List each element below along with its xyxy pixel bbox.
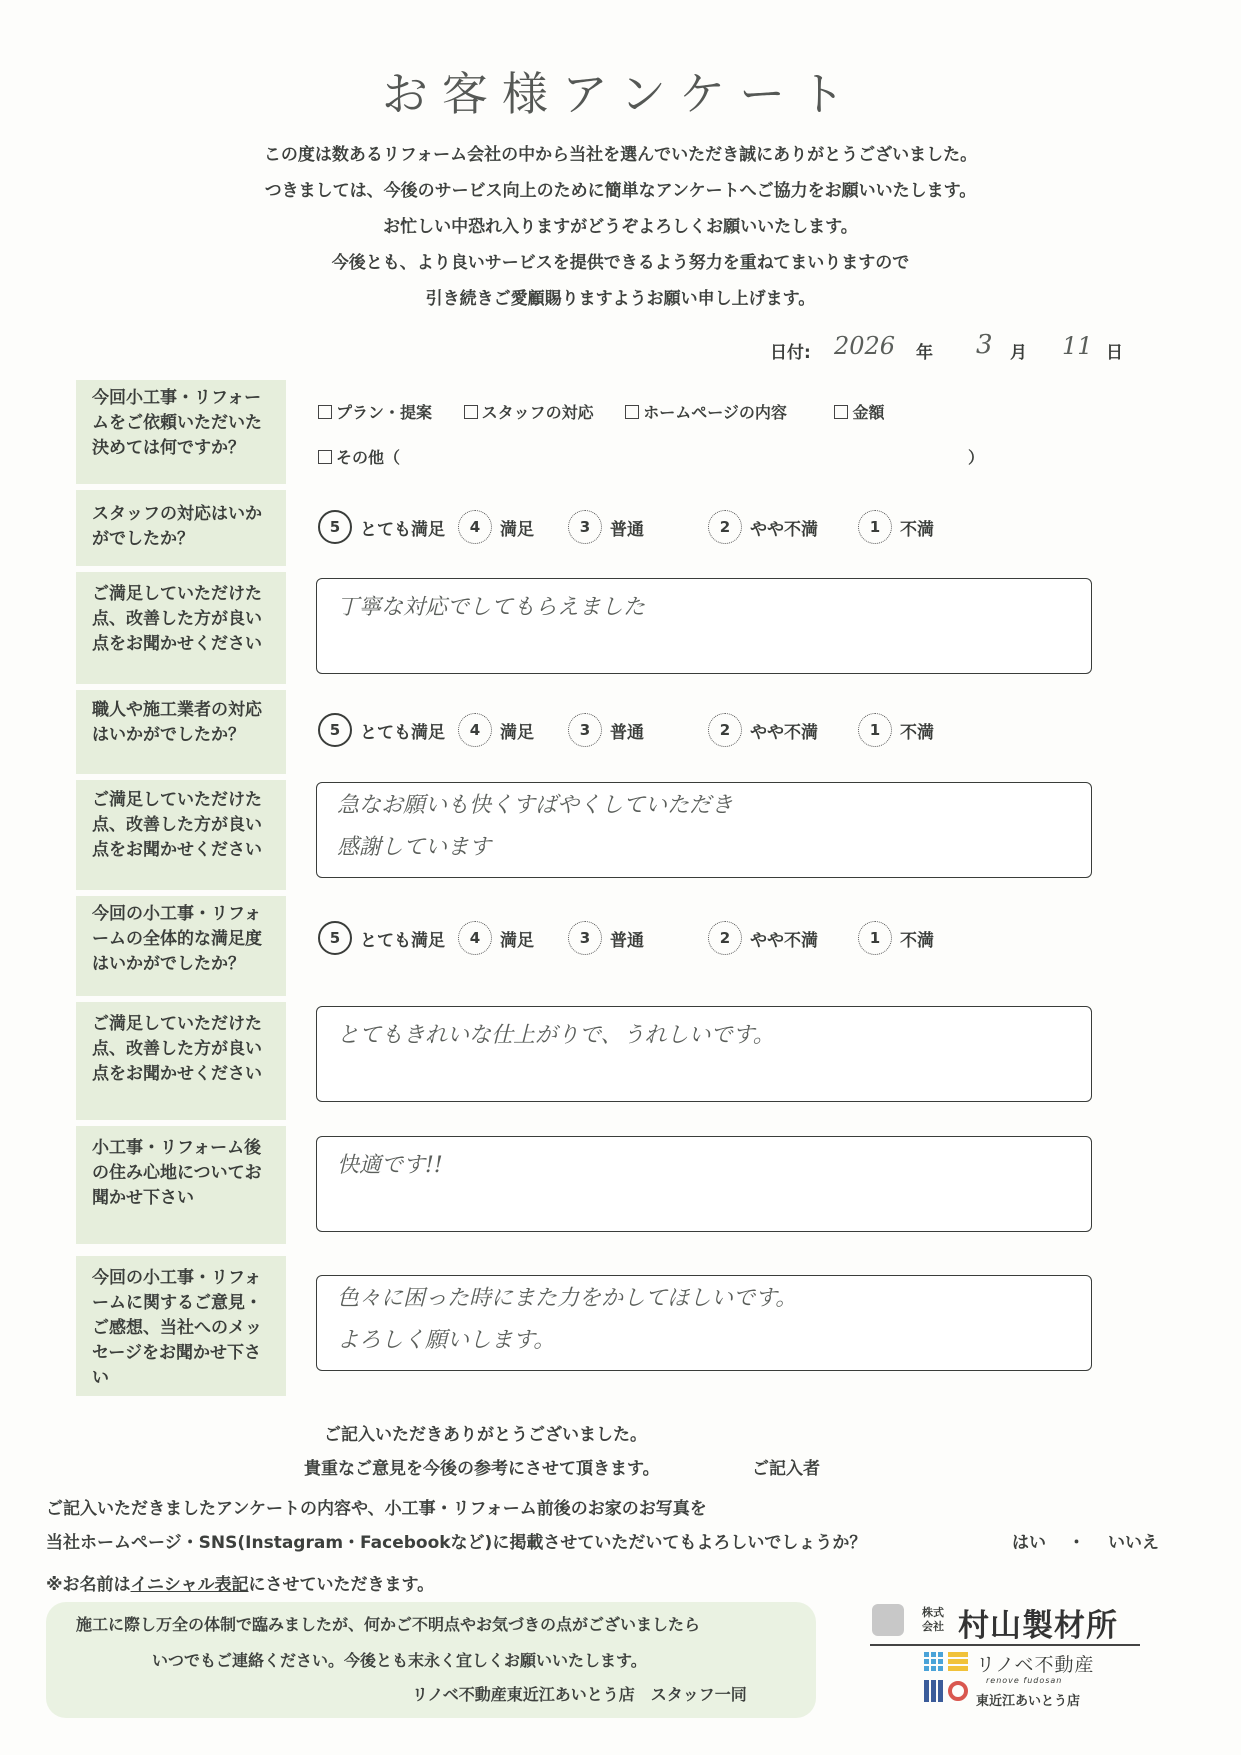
consent-line-2: 当社ホームページ・SNS(Instagram・Facebookなど)に掲載させていただいてもよろしいでしょうか？	[46, 1533, 867, 1553]
circle-icon[interactable]: 2	[708, 510, 742, 544]
branch-name: 東近江あいとう店	[976, 1694, 1081, 1709]
renove-mark-icon	[924, 1652, 970, 1714]
rating-label: やや不満	[750, 519, 818, 540]
rating-q6	[318, 916, 1078, 960]
consent-no[interactable]: いいえ	[1108, 1533, 1159, 1553]
rating-label: 満足	[500, 930, 534, 951]
rating-label: 普通	[610, 722, 644, 743]
question-label-q5: ご満足していただけた点、改善した方が良い点をお聞かせください	[76, 780, 286, 890]
rating-option-4[interactable]	[458, 916, 534, 960]
thanks-text: ご記入いただきありがとうございました。	[324, 1425, 647, 1445]
checkbox-icon[interactable]	[318, 450, 332, 464]
circle-icon[interactable]: 3	[568, 510, 602, 544]
rating-option-2[interactable]	[708, 708, 818, 752]
writer-label: ご記入者	[752, 1459, 820, 1479]
question-label-q2: スタッフの対応はいかがでしたか？	[76, 490, 286, 566]
rating-label: やや不満	[750, 722, 818, 743]
initial-note-underlined: イニシャル表記	[130, 1575, 249, 1595]
consent-line-1: ご記入いただきましたアンケートの内容や、小工事・リフォーム前後のお家のお写真を	[46, 1499, 707, 1519]
company-name: 村山製材所	[958, 1608, 1118, 1644]
selected-circle-icon[interactable]: 5	[318, 713, 352, 747]
option-homepage[interactable]: ホームページの内容	[625, 403, 787, 422]
intro-line-5: 引き続きご愛顧賜りますようお願い申し上げます。	[425, 289, 816, 309]
rating-label: 普通	[610, 519, 644, 540]
answer-q5-line-1: 急なお願いも快くすばやくしていただき	[337, 793, 734, 818]
company-logo	[868, 1598, 1148, 1718]
intro-line-3: お忙しい中恐れ入りますがどうぞよろしくお願いいたします。	[383, 217, 858, 237]
reference-text: 貴重なご意見を今後の参考にさせて頂きます。	[304, 1459, 660, 1479]
rating-label: とても満足	[360, 519, 445, 540]
logo-dot	[924, 1666, 929, 1671]
rating-option-5[interactable]	[318, 916, 445, 960]
date-label: 日付:	[770, 343, 811, 363]
rating-option-5[interactable]	[318, 708, 445, 752]
consent-yes[interactable]: はい	[1012, 1533, 1046, 1553]
question-label-q4: 職人や施工業者の対応はいかがでしたか？	[76, 690, 286, 774]
selected-circle-icon[interactable]: 5	[318, 921, 352, 955]
brand-roman: renove fudosan	[986, 1676, 1063, 1685]
circle-icon[interactable]: 4	[458, 510, 492, 544]
rating-q4	[318, 708, 1078, 752]
rating-label: 不満	[900, 519, 934, 540]
answer-box-q7[interactable]	[316, 1006, 1092, 1102]
logo-pillar	[938, 1680, 943, 1702]
logo-bar	[948, 1659, 968, 1664]
date-month[interactable]: 3	[976, 330, 993, 360]
date-day-unit: 日	[1106, 343, 1123, 363]
consent-separator: ・	[1068, 1533, 1085, 1553]
answer-box-q3[interactable]	[316, 578, 1092, 674]
question-label-q9: 今回の小工事・リフォームに関するご意見・ご感想、当社へのメッセージをお聞かせ下さい	[76, 1256, 286, 1396]
answer-box-q5[interactable]	[316, 782, 1092, 878]
option-plan[interactable]: プラン・提案	[318, 403, 432, 422]
circle-icon[interactable]: 1	[858, 921, 892, 955]
question-label-q3: ご満足していただけた点、改善した方が良い点をお聞かせください	[76, 572, 286, 684]
rating-option-3[interactable]	[568, 708, 644, 752]
checkbox-icon[interactable]	[834, 405, 848, 419]
logo-bar	[948, 1666, 968, 1671]
logo-dot	[931, 1652, 936, 1657]
question-label-q8: 小工事・リフォーム後の住み心地についてお聞かせ下さい	[76, 1126, 286, 1244]
checkbox-icon[interactable]	[318, 405, 332, 419]
circle-icon[interactable]: 1	[858, 713, 892, 747]
rating-option-3[interactable]	[568, 916, 644, 960]
closing-line-2: いつでもご連絡ください。今後とも末永く宜しくお願いいたします。	[152, 1651, 647, 1670]
answer-q7-line-1: とてもきれいな仕上がりで、うれしいです。	[337, 1023, 775, 1048]
logo-divider	[870, 1644, 1140, 1646]
question-label-q7: ご満足していただけた点、改善した方が良い点をお聞かせください	[76, 1002, 286, 1120]
date-year-unit: 年	[916, 343, 933, 363]
q1-options-row-2	[318, 445, 985, 468]
rating-option-1[interactable]	[858, 708, 934, 752]
rating-option-2[interactable]	[708, 916, 818, 960]
question-label-q6: 今回の小工事・リフォームの全体的な満足度はいかがでしたか？	[76, 896, 286, 996]
other-close-paren: ）	[968, 448, 985, 467]
page-title: お客様アンケート	[381, 67, 860, 121]
brand-name: リノベ不動産	[976, 1654, 1095, 1676]
circle-icon[interactable]: 3	[568, 713, 602, 747]
logo-dot	[924, 1652, 929, 1657]
date-row	[770, 330, 1130, 368]
rating-label: とても満足	[360, 930, 445, 951]
logo-pillar	[924, 1680, 929, 1702]
checkbox-icon[interactable]	[625, 405, 639, 419]
company-type: 株式会社	[922, 1606, 944, 1633]
initial-note: ※お名前はイニシャル表記にさせていただきます。	[46, 1575, 435, 1595]
rating-option-1[interactable]	[858, 916, 934, 960]
rating-label: 不満	[900, 930, 934, 951]
date-day[interactable]: 11	[1062, 332, 1093, 360]
answer-q9-line-1: 色々に困った時にまた力をかしてほしいです。	[337, 1286, 798, 1311]
logo-ring	[950, 1683, 966, 1699]
circle-icon[interactable]: 4	[458, 921, 492, 955]
rating-label: 満足	[500, 519, 534, 540]
circle-icon[interactable]: 2	[708, 921, 742, 955]
circle-icon[interactable]: 2	[708, 713, 742, 747]
rating-label: 不満	[900, 722, 934, 743]
option-staff[interactable]: スタッフの対応	[464, 403, 594, 422]
rating-option-1[interactable]	[858, 505, 934, 549]
answer-q9-line-2: よろしく願いします。	[337, 1328, 556, 1353]
rating-option-4[interactable]	[458, 708, 534, 752]
date-year[interactable]: 2026	[834, 332, 896, 360]
rating-label: 普通	[610, 930, 644, 951]
rating-option-5[interactable]	[318, 505, 445, 549]
answer-box-q8[interactable]	[316, 1136, 1092, 1232]
logo-dot	[938, 1659, 943, 1664]
company-emblem-icon	[872, 1604, 904, 1636]
logo-dot	[924, 1659, 929, 1664]
date-month-unit: 月	[1010, 343, 1027, 363]
circle-icon[interactable]: 1	[858, 510, 892, 544]
logo-dot	[938, 1652, 943, 1657]
circle-icon[interactable]: 3	[568, 921, 602, 955]
question-label-q1: 今回小工事・リフォームをご依頼いただいた決めては何ですか？	[76, 380, 286, 484]
logo-dot	[931, 1666, 936, 1671]
rating-option-2[interactable]	[708, 505, 818, 549]
rating-label: 満足	[500, 722, 534, 743]
rating-label: とても満足	[360, 722, 445, 743]
answer-q3-line-1: 丁寧な対応でしてもらえました	[337, 595, 646, 620]
intro-line-1: この度は数あるリフォーム会社の中から当社を選んでいただき誠にありがとうございました。	[263, 145, 978, 165]
rating-q2	[318, 505, 1078, 549]
closing-sign: リノベ不動産東近江あいとう店 スタッフ一同	[412, 1685, 747, 1704]
rating-option-3[interactable]	[568, 505, 644, 549]
option-price[interactable]: 金額	[834, 403, 884, 422]
q1-options-row-1	[318, 400, 884, 423]
answer-box-q9[interactable]	[316, 1275, 1092, 1371]
circle-icon[interactable]: 4	[458, 713, 492, 747]
logo-pillar	[931, 1680, 936, 1702]
option-other[interactable]: その他（	[318, 448, 400, 467]
checkbox-icon[interactable]	[464, 405, 478, 419]
answer-q5-line-2: 感謝しています	[337, 835, 492, 860]
closing-line-1: 施工に際し万全の体制で臨みましたが、何かご不明点やお気づきの点がございましたら	[76, 1615, 701, 1634]
selected-circle-icon[interactable]: 5	[318, 510, 352, 544]
intro-line-4: 今後とも、より良いサービスを提供できるよう努力を重ねてまいりますので	[331, 253, 910, 273]
rating-label: やや不満	[750, 930, 818, 951]
intro-line-2: つきましては、今後のサービス向上のために簡単なアンケートへご協力をお願いいたします。	[264, 181, 977, 201]
rating-option-4[interactable]	[458, 505, 534, 549]
answer-q8-line-1: 快適です!!	[337, 1153, 443, 1178]
logo-bar	[948, 1652, 968, 1657]
logo-dot	[931, 1659, 936, 1664]
logo-dot	[938, 1666, 943, 1671]
